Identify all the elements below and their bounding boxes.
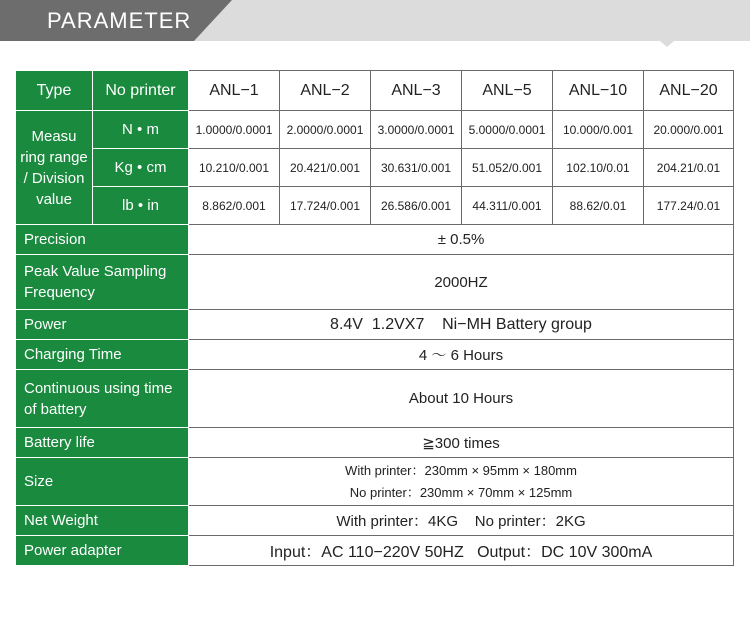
spec-table bbox=[15, 70, 734, 566]
range-value: 177.24/0.01 bbox=[644, 187, 734, 225]
range-label: Measu ring range / Division value bbox=[16, 111, 93, 225]
range-value: 2.0000/0.0001 bbox=[280, 111, 371, 149]
table-row bbox=[16, 310, 734, 340]
range-value: 20.000/0.001 bbox=[644, 111, 734, 149]
power-adapter-value: Input：AC 110−220V 50HZ Output：DC 10V 300mA bbox=[189, 536, 734, 566]
range-value: 5.0000/0.0001 bbox=[462, 111, 553, 149]
table-row bbox=[16, 255, 734, 310]
banner-notch bbox=[660, 41, 674, 47]
model-header: ANL−20 bbox=[644, 71, 734, 111]
continuous-use-label: Continuous using time of battery bbox=[16, 370, 189, 428]
range-value: 30.631/0.001 bbox=[371, 149, 462, 187]
range-value: 10.000/0.001 bbox=[553, 111, 644, 149]
no-printer-header: No printer bbox=[93, 71, 189, 111]
table-row bbox=[16, 149, 734, 187]
size-label: Size bbox=[16, 458, 189, 506]
range-value: 26.586/0.001 bbox=[371, 187, 462, 225]
size-with-printer: With printer：230mm × 95mm × 180mm bbox=[345, 462, 577, 478]
range-value: 88.62/0.01 bbox=[553, 187, 644, 225]
table-row bbox=[16, 111, 734, 149]
table-row bbox=[16, 428, 734, 458]
range-value: 20.421/0.001 bbox=[280, 149, 371, 187]
model-header: ANL−2 bbox=[280, 71, 371, 111]
range-value: 1.0000/0.0001 bbox=[189, 111, 280, 149]
range-value: 17.724/0.001 bbox=[280, 187, 371, 225]
power-label: Power bbox=[16, 310, 189, 340]
table-row bbox=[16, 370, 734, 428]
charging-time-label: Charging Time bbox=[16, 340, 189, 370]
sampling-frequency-value: 2000HZ bbox=[189, 255, 734, 310]
range-value: 102.10/0.01 bbox=[553, 149, 644, 187]
range-value: 51.052/0.001 bbox=[462, 149, 553, 187]
precision-label: Precision bbox=[16, 225, 189, 255]
table-row bbox=[16, 458, 734, 506]
type-header: Type bbox=[16, 71, 93, 111]
table-row bbox=[16, 340, 734, 370]
model-header: ANL−1 bbox=[189, 71, 280, 111]
unit-label: Kg • cm bbox=[93, 149, 189, 187]
table-row bbox=[16, 536, 734, 566]
size-no-printer: No printer：230mm × 70mm × 125mm bbox=[349, 484, 573, 500]
range-value: 8.862/0.001 bbox=[189, 187, 280, 225]
range-value: 3.0000/0.0001 bbox=[371, 111, 462, 149]
table-row bbox=[16, 225, 734, 255]
battery-life-label: Battery life bbox=[16, 428, 189, 458]
model-header: ANL−5 bbox=[462, 71, 553, 111]
range-value: 10.210/0.001 bbox=[189, 149, 280, 187]
battery-life-value: ≧300 times bbox=[189, 428, 734, 458]
table-row bbox=[16, 71, 734, 111]
unit-label: N • m bbox=[93, 111, 189, 149]
precision-value: ± 0.5% bbox=[189, 225, 734, 255]
power-adapter-label: Power adapter bbox=[16, 536, 189, 566]
sampling-frequency-label: Peak Value Sampling Frequency bbox=[16, 255, 189, 310]
range-value: 204.21/0.01 bbox=[644, 149, 734, 187]
table-row bbox=[16, 506, 734, 536]
power-value: 8.4V 1.2VX7 Ni−MH Battery group bbox=[189, 310, 734, 340]
model-header: ANL−10 bbox=[553, 71, 644, 111]
table-row bbox=[16, 187, 734, 225]
continuous-use-value: About 10 Hours bbox=[189, 370, 734, 428]
page-title: PARAMETER bbox=[47, 8, 192, 33]
unit-label: lb • in bbox=[93, 187, 189, 225]
size-value bbox=[189, 458, 734, 506]
charging-time-value: 4 ～ 6 Hours bbox=[189, 340, 734, 370]
net-weight-value: With printer：4KG No printer：2KG bbox=[189, 506, 734, 536]
range-value: 44.311/0.001 bbox=[462, 187, 553, 225]
model-header: ANL−3 bbox=[371, 71, 462, 111]
net-weight-label: Net Weight bbox=[16, 506, 189, 536]
